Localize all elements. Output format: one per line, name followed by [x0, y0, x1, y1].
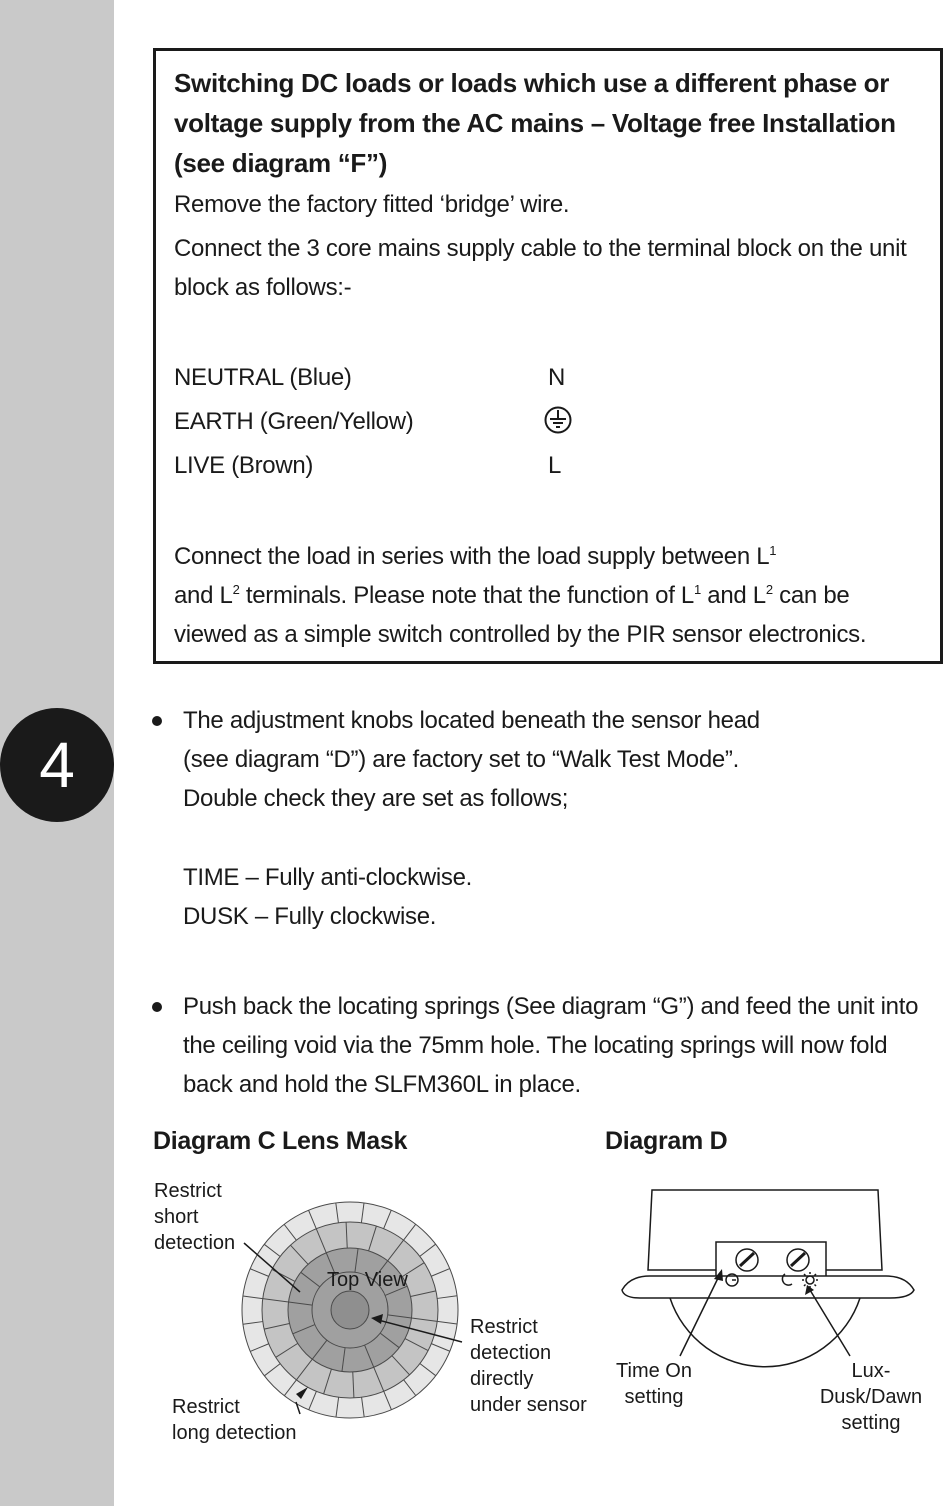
load-text-c: terminals. Please note that the function of L	[239, 582, 694, 609]
ceiling-flange	[622, 1276, 914, 1298]
long-line-2: long detection	[172, 1422, 297, 1444]
setting-time: TIME – Fully anti-clockwise.	[183, 864, 472, 891]
bullet-1-dot	[152, 716, 162, 726]
short-line-1: Restrict	[154, 1180, 222, 1202]
box-load-paragraph	[174, 537, 944, 654]
box-para-1: Remove the factory fitted ‘bridge’ wire.	[174, 191, 570, 218]
lux-knob-icon	[787, 1249, 809, 1271]
page-number-badge: 4	[0, 708, 114, 822]
bullet-2-line-1: Push back the locating springs (See diagram “G”) and feed the unit into	[183, 993, 919, 1020]
lux-line-2: Dusk/Dawn	[819, 1386, 923, 1408]
sensor-side-diagram	[610, 1180, 940, 1380]
load-text-d: and L	[700, 582, 766, 609]
time-on-line-1: Time On	[616, 1360, 692, 1382]
load-text-f: viewed as a simple switch controlled by the PIR sensor electronics.	[174, 621, 867, 648]
lens-center	[331, 1291, 369, 1329]
voltage-free-box	[153, 48, 943, 664]
earth-symbol-icon	[543, 405, 573, 435]
box-heading: Switching DC loads or loads which use a different phase or voltage supply from the AC mains – Voltage free Installation (see diagram “F”)	[174, 68, 896, 178]
short-line-2: short	[154, 1206, 199, 1228]
lux-line-3: setting	[841, 1412, 901, 1434]
lux-line-1: Lux-	[851, 1360, 891, 1382]
bullet-1-line-1: The adjustment knobs located beneath the sensor head	[183, 707, 760, 734]
lens-rings	[242, 1202, 458, 1418]
sup-2a: 2	[232, 582, 240, 597]
knob-settings	[183, 858, 472, 936]
sup-1a: 1	[769, 543, 777, 558]
bullet-1-text	[183, 701, 760, 818]
bullet-2-dot	[152, 1002, 162, 1012]
diagram-d-title: Diagram D	[605, 1127, 728, 1155]
under-line-3: directly	[470, 1368, 534, 1390]
callout-short	[154, 1178, 235, 1256]
bullet-1-line-2: (see diagram “D”) are factory set to “Walk Test Mode”.	[183, 746, 739, 773]
callout-lux	[808, 1358, 934, 1436]
under-line-2: detection	[470, 1342, 552, 1364]
under-line-1: Restrict	[470, 1316, 538, 1338]
setting-dusk: DUSK – Fully clockwise.	[183, 903, 437, 930]
bullet-2-line-2: the ceiling void via the 75mm hole. The locating springs will now fold	[183, 1032, 888, 1059]
callout-long	[172, 1394, 297, 1446]
sup-2b: 2	[765, 582, 773, 597]
wire-live-label: LIVE (Brown)	[174, 452, 314, 479]
time-on-line-2: setting	[624, 1386, 684, 1408]
load-text-e: can be	[772, 582, 850, 609]
callout-under	[470, 1314, 587, 1418]
wire-neutral-code: N	[548, 364, 566, 391]
wire-earth-label: EARTH (Green/Yellow)	[174, 408, 414, 435]
callout-time-on	[608, 1358, 700, 1410]
under-line-4: under sensor	[470, 1394, 587, 1416]
lens-dome	[670, 1298, 860, 1367]
bullet-1-line-3: Double check they are set as follows;	[183, 785, 569, 812]
wire-live-code: L	[548, 452, 562, 479]
long-line-1: Restrict	[172, 1396, 240, 1418]
lux-pointer-line	[810, 1290, 850, 1356]
short-line-3: detection	[154, 1232, 236, 1254]
bullet-2-line-3: back and hold the SLFM360L in place.	[183, 1071, 581, 1098]
load-text-a: Connect the load in series with the load supply between L	[174, 543, 770, 570]
sup-1b: 1	[693, 582, 701, 597]
box-para-2: Connect the 3 core mains supply cable to the terminal block on the unit block as follows:-	[174, 235, 907, 301]
wire-neutral-label: NEUTRAL (Blue)	[174, 364, 352, 391]
diagram-c-title: Diagram C Lens Mask	[153, 1127, 408, 1155]
callout-top-view: Top View	[327, 1269, 408, 1291]
bullet-2-text	[183, 987, 918, 1104]
load-text-b: and L	[174, 582, 233, 609]
time-knob-icon	[736, 1249, 758, 1271]
